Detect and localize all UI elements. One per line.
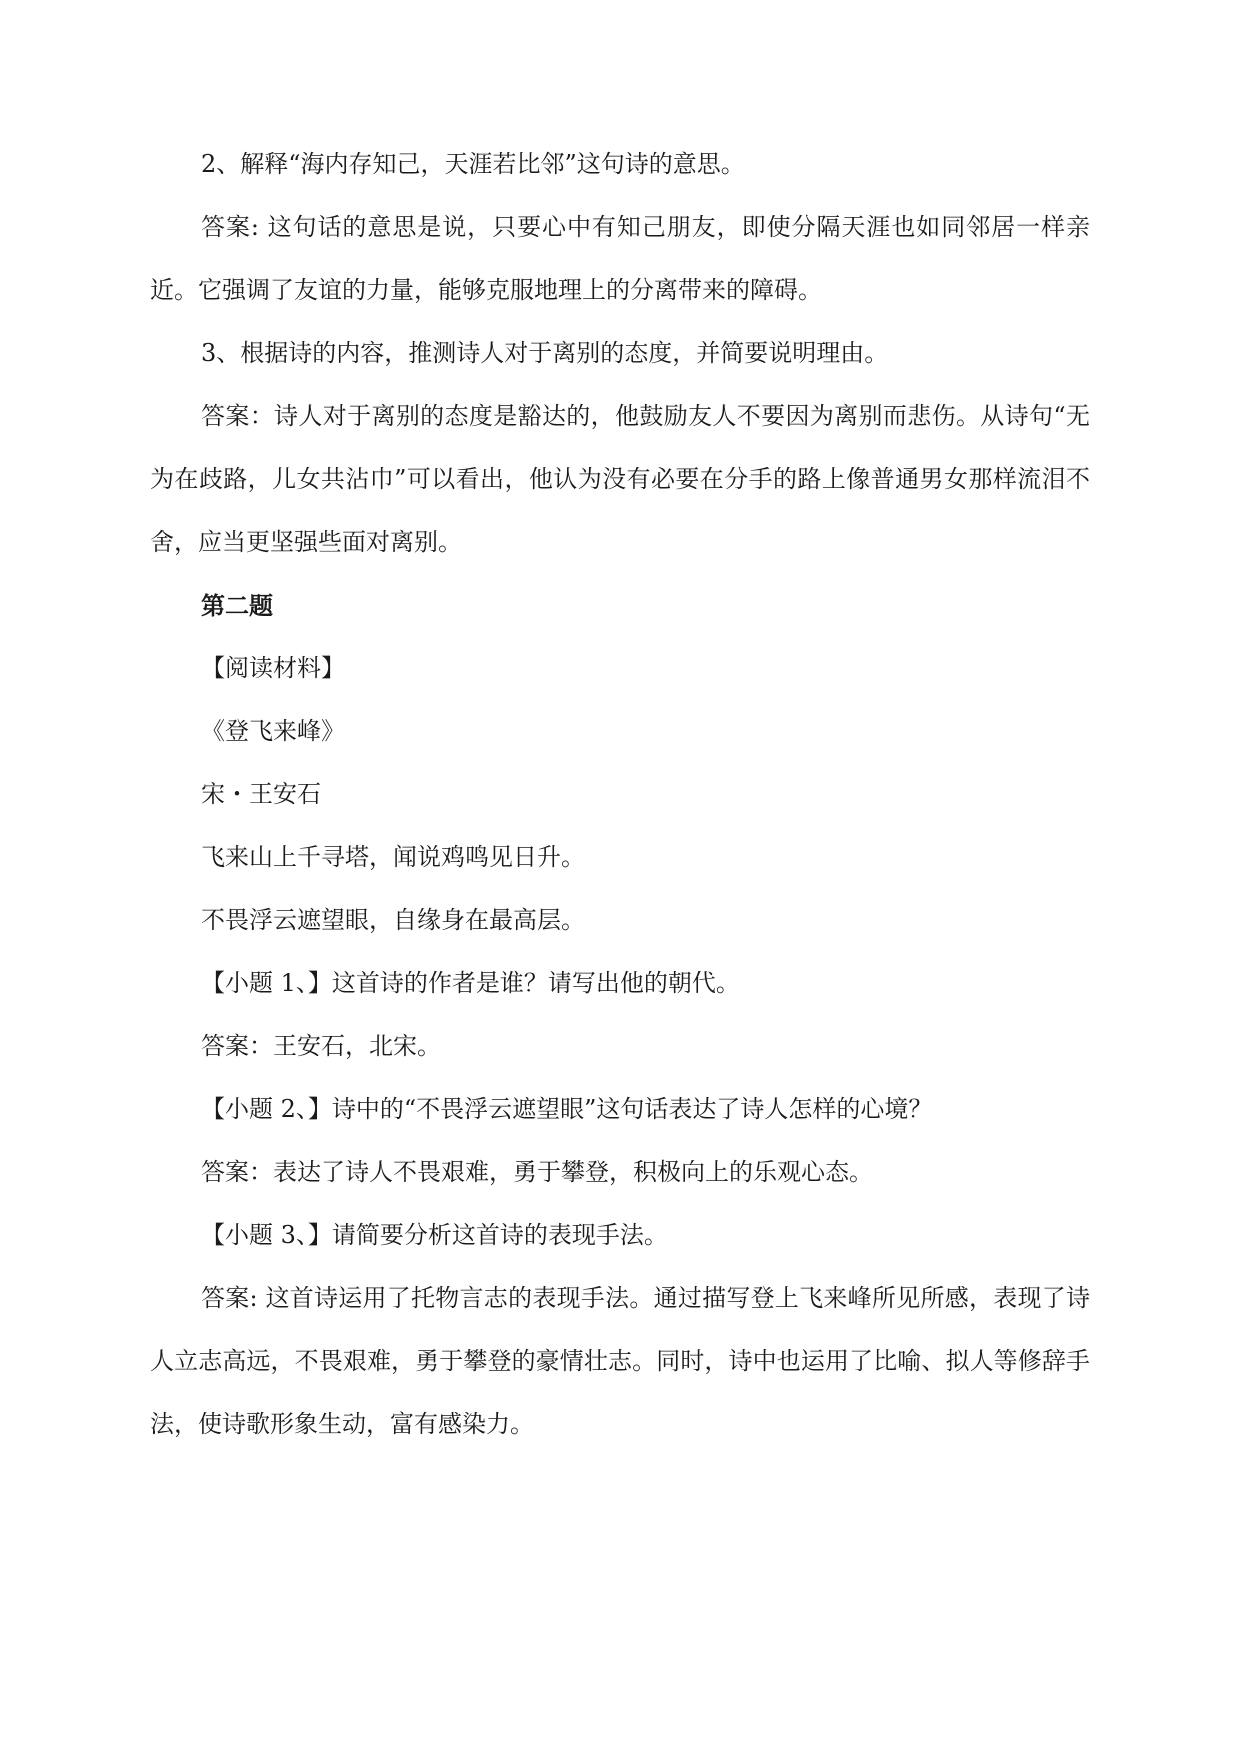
poem-title: 《登飞来峰》	[201, 717, 345, 745]
sub-question-2: 【小题 2、】诗中的“不畏浮云遮望眼”这句话表达了诗人怎样的心境？	[201, 1095, 933, 1123]
answer-2: 答案: 这句话的意思是说，只要心中有知己朋友，即使分隔天涯也如同邻居一样亲近。它强调了友谊的力量，能够克服地理上的分离带来的障碍。	[150, 213, 1090, 304]
poem-line: 不畏浮云遮望眼，自缘身在最高层。	[201, 906, 585, 934]
sub-answer-3: 答案: 这首诗运用了托物言志的表现手法。通过描写登上飞来峰所见所感，表现了诗人立志高远，不畏艰难，勇于攀登的豪情壮志。同时，诗中也运用了比喻、拟人等修辞手法，使诗歌形象生动，富有感染力。	[150, 1284, 1090, 1438]
sub-question-1: 【小题 1、】这首诗的作者是谁？请写出他的朝代。	[201, 969, 740, 997]
sub-answer-2: 答案：表达了诗人不畏艰难，勇于攀登，积极向上的乐观心态。	[201, 1158, 873, 1186]
question-2: 2、解释“海内存知己，天涯若比邻”这句诗的意思。	[201, 150, 745, 178]
sub-answer-1: 答案：王安石，北宋。	[201, 1032, 441, 1060]
poem-author: 宋・王安石	[201, 780, 321, 808]
section-heading: 第二题	[201, 591, 273, 620]
answer-3: 答案：诗人对于离别的态度是豁达的，他鼓励友人不要因为离别而悲伤。从诗句“无为在歧路，儿女共沾巾”可以看出，他认为没有必要在分手的路上像普通男女那样流泪不舍，应当更坚强些面对离别。	[150, 402, 1090, 556]
poem-line: 飞来山上千寻塔，闻说鸡鸣见日升。	[201, 843, 585, 871]
document-page	[150, 0, 1090, 1456]
sub-question-3: 【小题 3、】请简要分析这首诗的表现手法。	[201, 1221, 668, 1249]
question-3: 3、根据诗的内容，推测诗人对于离别的态度，并简要说明理由。	[201, 339, 889, 367]
reading-material-label: 【阅读材料】	[201, 654, 345, 682]
